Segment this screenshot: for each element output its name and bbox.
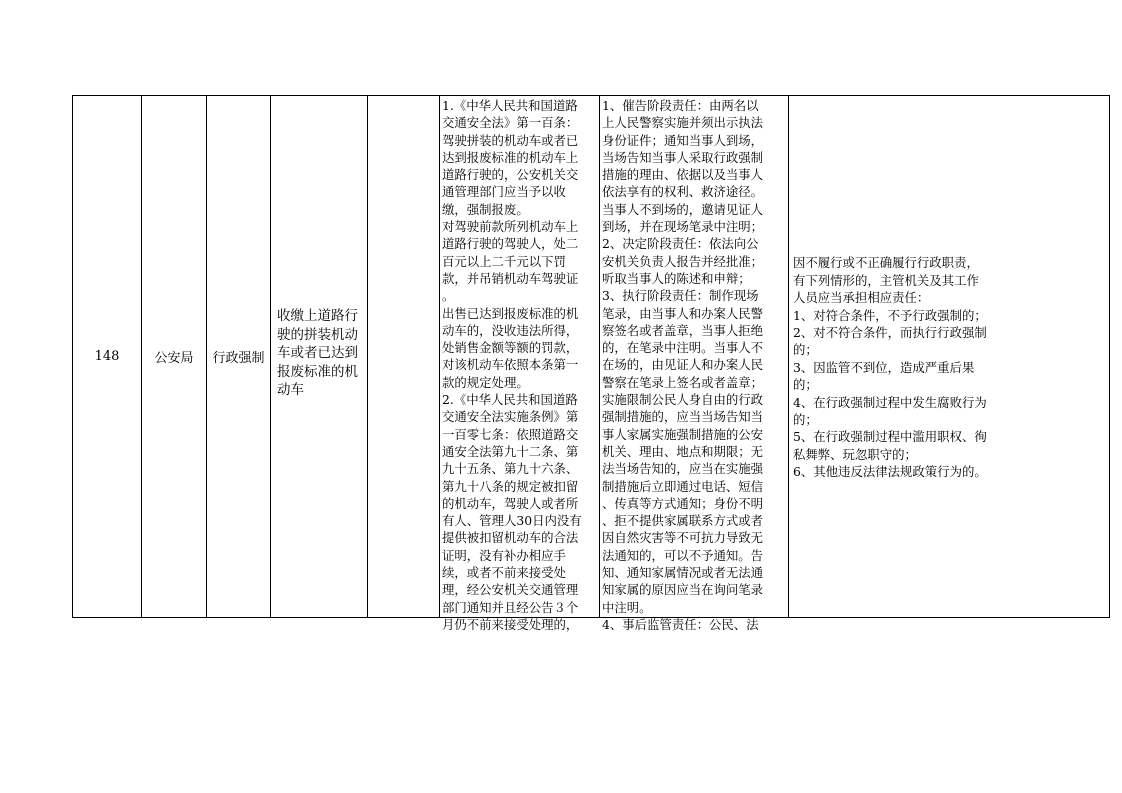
department-cell bbox=[142, 96, 207, 617]
legal-basis-line: 证明，没有补办相应手 bbox=[442, 547, 566, 563]
legal-basis-text bbox=[440, 96, 599, 633]
responsibility-line: 依法享有的权利、救济途径。 bbox=[602, 184, 764, 200]
responsibility-line: 当事人不到场的，邀请见证人 bbox=[602, 201, 764, 217]
legal-basis-line: 通安全法第九十二条、第 bbox=[442, 443, 579, 459]
item-name bbox=[271, 307, 364, 400]
legal-basis-line: 驾驶拼装的机动车或者已 bbox=[442, 132, 579, 148]
responsibility-line: 听取当事人的陈述和申辩； bbox=[602, 270, 751, 286]
accountability-line: 1、对符合条件，不予行政强制的； bbox=[793, 307, 987, 323]
legal-basis-line: 百元以上二千元以下罚 bbox=[442, 253, 566, 269]
responsibility-line: 中注明。 bbox=[602, 599, 652, 615]
department: 公安局 bbox=[154, 351, 194, 366]
legal-basis-line: 款的规定处理。 bbox=[442, 374, 529, 390]
accountability-line: 4、在行政强制过程中发生腐败行为 bbox=[793, 394, 987, 410]
responsibility-line: 2、决定阶段责任：依法向公 bbox=[602, 236, 759, 252]
accountability-line: 的； bbox=[793, 342, 818, 358]
item-name-cell bbox=[271, 96, 368, 617]
table-row bbox=[72, 95, 1110, 632]
legal-basis-line: 道路行驶的，公安机关交 bbox=[442, 167, 579, 183]
responsibility-line: 法通知的，可以不予通知。告 bbox=[602, 547, 764, 563]
accountability-line: 私舞弊、玩忽职守的； bbox=[793, 446, 917, 462]
responsibility-text bbox=[600, 96, 788, 633]
responsibility-line: 警察在笔录上签名或者盖章； bbox=[602, 374, 764, 390]
accountability-line: 2、对不符合条件，而执行行政强制 bbox=[793, 324, 987, 340]
legal-basis-line: 缴，强制报废。 bbox=[442, 201, 529, 217]
accountability-line: 的； bbox=[793, 377, 818, 393]
row-number: 148 bbox=[94, 349, 120, 364]
legal-basis-line: 的机动车，驾驶人或者所 bbox=[442, 495, 579, 511]
legal-basis-line: 动车的，没收违法所得， bbox=[442, 322, 579, 338]
item-name-line: 报废标准的机 bbox=[277, 363, 358, 380]
responsibility-line: 的，在笔录中注明。当事人不 bbox=[602, 340, 764, 356]
accountability-line: 有下列情形的，主管机关及其工作 bbox=[793, 272, 979, 288]
legal-basis-line: 续，或者不前来接受处 bbox=[442, 565, 566, 581]
legal-basis-line: 月仍不前来接受处理的， bbox=[442, 616, 579, 632]
accountability-line: 人员应当承担相应责任： bbox=[793, 290, 930, 306]
responsibility-line: 、拒不提供家属联系方式或者 bbox=[602, 513, 764, 529]
responsibility-line: 到场，并在现场笔录中注明； bbox=[602, 219, 764, 235]
legal-basis-line: 交通安全法》第一百条： bbox=[442, 115, 579, 131]
accountability-line: 的； bbox=[793, 412, 818, 428]
responsibility-line: 措施的理由、依据以及当事人 bbox=[602, 167, 764, 183]
responsibility-line: 强制措施的，应当当场告知当 bbox=[602, 409, 764, 425]
accountability-text bbox=[789, 254, 991, 480]
responsibility-line: 、传真等方式通知；身份不明 bbox=[602, 495, 764, 511]
legal-basis-line: 第九十八条的规定被扣留 bbox=[442, 478, 579, 494]
category-cell bbox=[207, 96, 271, 617]
responsibility-line: 1、催告阶段责任：由两名以 bbox=[602, 98, 759, 113]
legal-basis-line: 提供被扣留机动车的合法 bbox=[442, 530, 579, 546]
legal-basis-line: 九十五条、第九十六条、 bbox=[442, 461, 579, 477]
legal-basis-line: 对该机动车依照本条第一 bbox=[442, 357, 579, 373]
subitem-cell bbox=[368, 96, 440, 617]
accountability-line: 6、其他违反法律法规政策行为的。 bbox=[793, 464, 987, 480]
legal-basis-line: 款，并吊销机动车驾驶证 bbox=[442, 270, 579, 286]
accountability-line: 因不履行或不正确履行行政职责， bbox=[793, 255, 979, 271]
legal-basis-line: 处销售金额等额的罚款， bbox=[442, 340, 579, 356]
legal-basis-line: 。 bbox=[442, 288, 455, 304]
responsibility-line: 察签名或者盖章，当事人拒绝 bbox=[602, 322, 764, 338]
item-name-line: 驶的拼装机动 bbox=[277, 326, 358, 343]
legal-basis-line: 交通安全法实施条例》第 bbox=[442, 409, 579, 425]
item-name-line: 车或者已达到 bbox=[277, 345, 358, 362]
legal-basis-line: 一百零七条：依照道路交 bbox=[442, 426, 579, 442]
responsibility-line: 当场告知当事人采取行政强制 bbox=[602, 149, 764, 165]
responsibility-line: 上人民警察实施并须出示执法 bbox=[602, 115, 764, 131]
legal-basis-line: 通管理部门应当予以收 bbox=[442, 184, 566, 200]
accountability-line: 3、因监管不到位，造成严重后果 bbox=[793, 359, 975, 375]
responsibility-line: 3、执行阶段责任：制作现场 bbox=[602, 288, 759, 304]
row-number-cell bbox=[73, 96, 142, 617]
responsibility-line: 身份证件；通知当事人到场， bbox=[602, 132, 764, 148]
responsibility-line: 实施限制公民人身自由的行政 bbox=[602, 392, 764, 408]
legal-basis-line: 部门通知并且经公告３个 bbox=[442, 599, 579, 615]
responsibility-line: 法当场告知的，应当在实施强 bbox=[602, 461, 764, 477]
legal-basis-line: 对驾驶前款所列机动车上 bbox=[442, 219, 579, 235]
legal-basis-line: 有人、管理人30日内没有 bbox=[442, 513, 582, 529]
legal-basis-line: 1.《中华人民共和国道路 bbox=[442, 98, 578, 113]
responsibility-line: 笔录，由当事人和办案人民警 bbox=[602, 305, 764, 321]
accountability-line: 5、在行政强制过程中滥用职权、徇 bbox=[793, 429, 987, 445]
responsibility-cell bbox=[600, 96, 789, 632]
legal-basis-line: 达到报废标准的机动车上 bbox=[442, 149, 579, 165]
item-name-line: 收缴上道路行 bbox=[277, 308, 358, 325]
item-name-line: 动车 bbox=[277, 382, 304, 399]
power-category: 行政强制 bbox=[212, 351, 265, 366]
responsibility-line: 知家属的原因应当在询问笔录 bbox=[602, 582, 764, 598]
responsibility-line: 4、事后监管责任：公民、法 bbox=[602, 616, 759, 632]
legal-basis-line: 道路行驶的驾驶人，处二 bbox=[442, 236, 579, 252]
legal-basis-line: 2.《中华人民共和国道路 bbox=[442, 392, 578, 408]
responsibility-line: 知、通知家属情况或者无法通 bbox=[602, 565, 764, 581]
responsibility-line: 因自然灾害等不可抗力导致无 bbox=[602, 530, 764, 546]
responsibility-line: 安机关负责人报告并经批准； bbox=[602, 253, 764, 269]
legal-basis-line: 理，经公安机关交通管理 bbox=[442, 582, 579, 598]
responsibility-line: 机关、理由、地点和期限；无 bbox=[602, 443, 764, 459]
accountability-cell bbox=[789, 96, 1111, 617]
responsibility-line: 事人家属实施强制措施的公安 bbox=[602, 426, 764, 442]
responsibility-line: 在场的，由见证人和办案人民 bbox=[602, 357, 764, 373]
legal-basis-line: 出售已达到报废标准的机 bbox=[442, 305, 579, 321]
responsibility-line: 制措施后立即通过电话、短信 bbox=[602, 478, 764, 494]
legal-basis-cell bbox=[440, 96, 600, 632]
